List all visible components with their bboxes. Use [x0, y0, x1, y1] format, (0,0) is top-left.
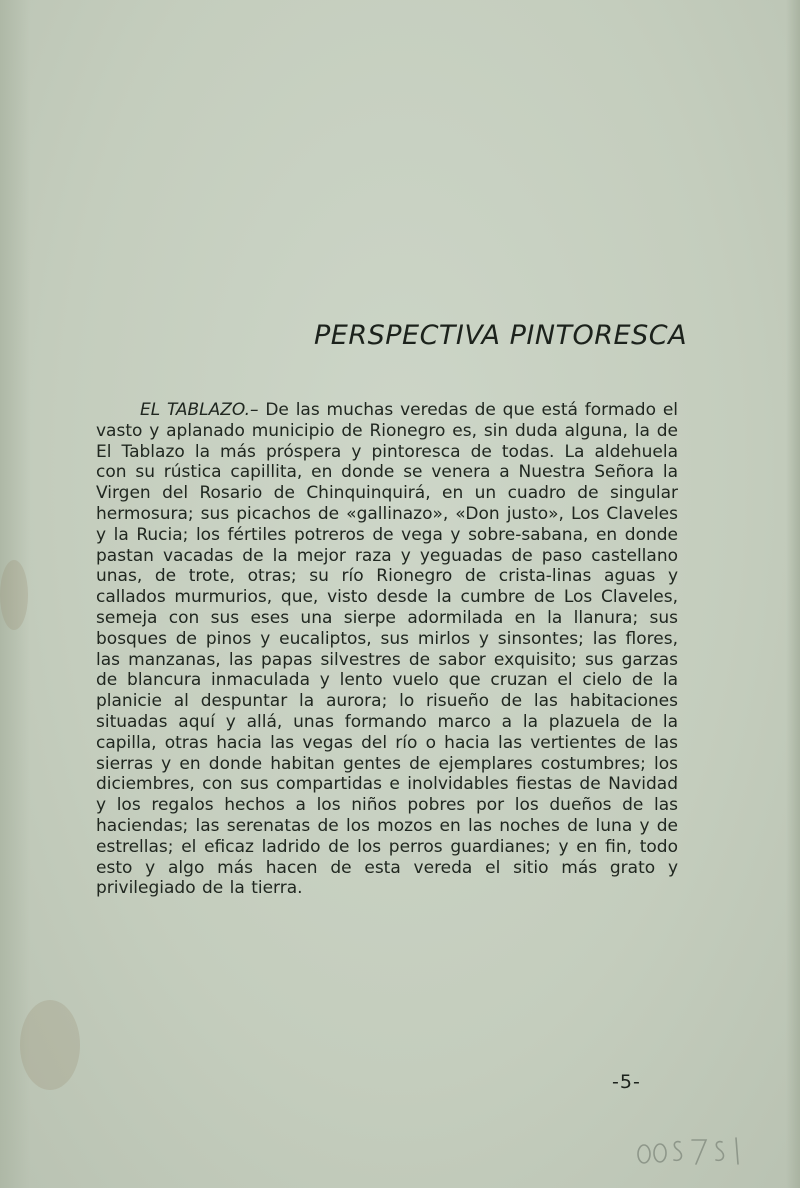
paper-stain	[20, 1000, 80, 1090]
paragraph-text: De las muchas veredas de que está formado el vasto y aplanado municipio de Rionegro es, sin duda alguna, la de El Tablazo la más próspera y pintoresca de todas. La aldehuela con su rústica capillita, en donde se venera a Nuestra Señora la Virgen del Rosario de Chinquinquirá, en un cuadro de singular hermosura; sus picachos de «gallinazo», «Don justo», Los Claveles y la Rucia; los fértiles potreros de vega y sobre-sabana, en donde pastan vacadas de la mejor raza y yeguadas de paso castellano unas, de trote, otras; su río Rionegro de crista-linas aguas y callados murmurios, que, visto desde la cumbre de Los Claveles, semeja con sus eses una sierpe adormilada en la llanura; sus bosques de pinos y eucaliptos, sus mirlos y sinsontes; las flores, las manzanas, las papas silvestres de sabor exquisito; sus garzas de blancura inmaculada y lento vuelo que cruzan el cielo de la planicie al despuntar la aurora; lo risueño de las habitaciones situadas aquí y allá, unas formando marco a la plazuela de la capilla, otras hacia las vegas del río o hacia las vertientes de las sierras y en donde habitan gentes de ejemplares costumbres; los diciembres, con sus compartidas e inolvidables fiestas de Navidad y los regalos hechos a los niños pobres por los dueños de las haciendas; las serenatas de los mozos en las noches de luna y de estrellas; el eficaz ladrido de los perros guardianes; y en fin, todo esto y algo más hacen de esta vereda el sitio más grato y privilegiado de la tierra.	[96, 400, 678, 899]
handwritten-catalog-number	[632, 1124, 772, 1170]
page-number: -5-	[612, 1071, 641, 1093]
lead-heading: EL TABLAZO.–	[140, 400, 259, 420]
body-paragraph	[96, 400, 678, 899]
page-edge-shadow-right	[786, 0, 800, 1188]
page-title: PERSPECTIVA PINTORESCA	[314, 320, 688, 351]
paper-stain	[0, 560, 28, 630]
